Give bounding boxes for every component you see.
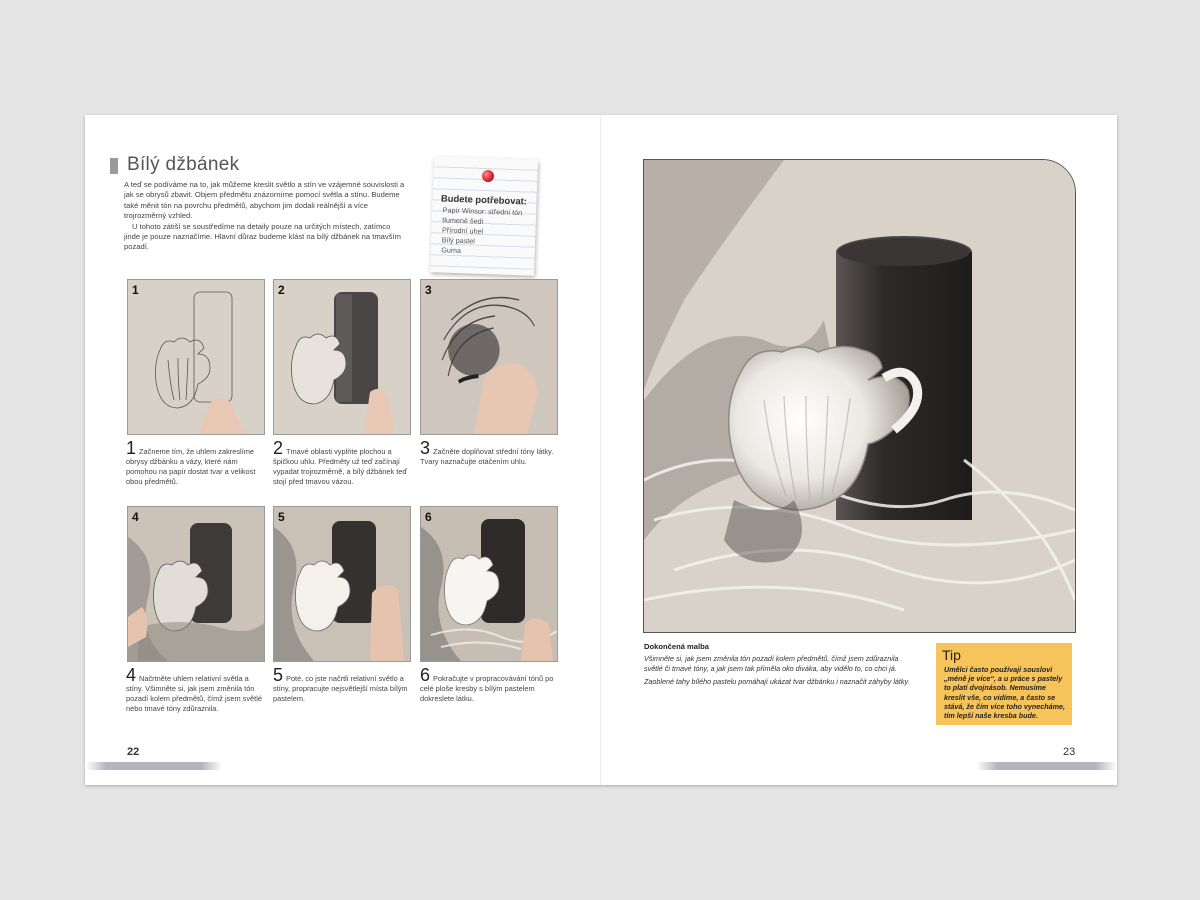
final-painting-title: Dokončená malba xyxy=(644,642,709,651)
step-5-caption-number: 5 xyxy=(273,665,284,685)
step-1-caption-number: 1 xyxy=(126,438,137,458)
page-title: Bílý džbánek xyxy=(127,154,240,175)
step-1-image xyxy=(127,279,265,435)
materials-title: Budete potřebovat: xyxy=(440,192,528,207)
step-3-caption-text: Začněte doplňovat střední tóny látky. Tvary naznačujte otáčením uhlu. xyxy=(420,447,554,466)
book-gutter xyxy=(600,115,602,785)
step-6-caption-number: 6 xyxy=(420,665,431,685)
step-2-number: 2 xyxy=(278,283,285,297)
final-painting-text xyxy=(644,654,916,691)
finished-painting xyxy=(643,159,1076,633)
intro-paragraph-2: U tohoto zátiší se soustředíme na detaily pouze na určitých místech, zatímco jinde je pouze naznačíme. Hlavní důraz budeme klást na bílý džbánek na tmavším pozadí. xyxy=(124,221,401,252)
page-number-right: 23 xyxy=(1063,746,1076,758)
step-4-caption xyxy=(126,665,264,714)
step-4-number: 4 xyxy=(132,510,139,524)
step-3-image xyxy=(420,279,558,435)
step-6-image xyxy=(420,506,558,662)
step-3-number: 3 xyxy=(425,283,432,297)
step-4-image xyxy=(127,506,265,662)
final-paragraph-1: Všimněte si, jak jsem změnila tón pozadí kolem předmětů, čímž jsem zdůraznila světlé či tmavé tóny, a jak jsem tak přiměla oko diváka, aby vidělo to, co chci já. xyxy=(644,654,899,673)
step-1-caption-text: Začneme tím, že uhlem zakreslíme obrysy džbánku a vázy, které nám pomohou na papír dostat tvar a velikost obou předmětů. xyxy=(126,447,256,486)
materials-item: Bílý pastel xyxy=(441,235,476,246)
tip-box xyxy=(936,643,1072,725)
step-5-caption-text: Poté, co jste načrtli relativní světlo a stíny, propracujte nejsvětlejší místa bílým pastelem. xyxy=(273,674,408,703)
brush-stroke-right xyxy=(976,762,1117,770)
intro-text xyxy=(124,180,408,253)
materials-list xyxy=(441,205,537,258)
final-paragraph-2: Zaoblené tahy bílého pastelu pomáhají ukázat tvar džbánku i naznačit záhyby látky. xyxy=(644,677,910,687)
tip-text: Umělci často používají souslovi „méně je více“, a u práce s pastely to platí dvojnásob. Nemusíme kreslit vše, co vidíme, a často se stává, že čím více toho vynecháme, tím lepší naše kresba bude. xyxy=(944,665,1066,721)
step-6-caption xyxy=(420,665,558,704)
brush-stroke-left xyxy=(86,762,222,770)
step-3-caption xyxy=(420,438,558,467)
step-6-caption-text: Pokračujte v propracovávání tónů po celé ploše kresby s bílým pastelem dokreslete látku. xyxy=(420,674,554,703)
page-number-left: 22 xyxy=(127,746,140,758)
step-2-caption-number: 2 xyxy=(273,438,284,458)
step-5-number: 5 xyxy=(278,510,285,524)
title-marker xyxy=(110,158,118,174)
step-1-caption xyxy=(126,438,264,487)
step-5-caption xyxy=(273,665,411,704)
materials-item: Guma xyxy=(441,245,462,256)
step-4-caption-text: Načrtněte uhlem relativní světla a stíny. Všimněte si, jak jsem změnila tón pozadí kolem předmětů, čímž jsem světlé nebo tmavé tóny zdůraznila. xyxy=(126,674,262,713)
materials-item: Papír Winsor: střední tón tlumené šedi xyxy=(442,205,523,226)
step-6-number: 6 xyxy=(425,510,432,524)
step-2-caption-text: Tmavé oblasti vyplňte plochou a špičkou uhlu. Předměty už teď začínají vypadat trojrozměrně, a bílý džbánek teď stojí před tmavou vázou. xyxy=(273,447,407,486)
intro-paragraph-1: A teď se podíváme na to, jak můžeme kreslit světlo a stín ve vzájemné souvislosti a jak se obrysů zbavit. Objem předmětu znázorníme pomocí světla a stínu. Budeme také měnit tón na povrchu předmětů, abychom jim dodali reálnější a více trojrozměrný vzhled. xyxy=(124,180,405,221)
step-3-caption-number: 3 xyxy=(420,438,431,458)
step-4-caption-number: 4 xyxy=(126,665,137,685)
tip-title: Tip xyxy=(942,647,961,663)
step-2-caption xyxy=(273,438,411,487)
step-1-number: 1 xyxy=(132,283,139,297)
pushpin-icon xyxy=(482,170,494,182)
step-2-image xyxy=(273,279,411,435)
step-5-image xyxy=(273,506,411,662)
materials-item: Přírodní uhel xyxy=(441,225,484,236)
